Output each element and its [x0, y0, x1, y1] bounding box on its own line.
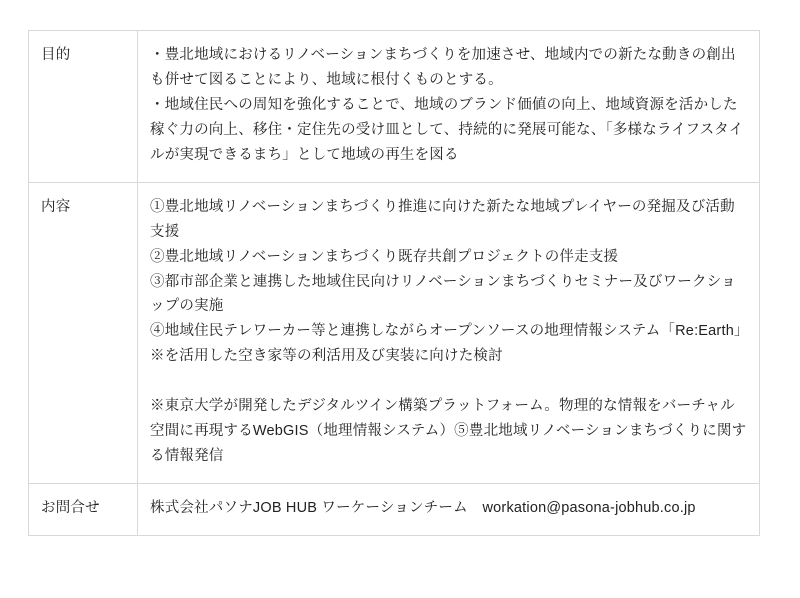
content-line: ④地域住民テレワーカー等と連携しながらオープンソースの地理情報システム「Re:Earth」※を活用した空き家等の利活用及び実装に向けた検討	[150, 323, 749, 365]
row-label-contact: お問合せ	[29, 484, 138, 536]
content-line: ①豊北地域リノベーションまちづくり推進に向けた新たな地域プレイヤーの発掘及び活動支援	[150, 198, 735, 240]
table-row	[29, 484, 760, 536]
content-line-blank	[150, 369, 749, 394]
content-line: ・豊北地域におけるリノベーションまちづくりを加速させ、地域内での新たな動きの創出も併せて図ることにより、地域に根付くものとする。	[150, 47, 736, 88]
content-line: 株式会社パソナJOB HUB ワーケーションチーム workation@pasona-jobhub.co.jp	[150, 500, 696, 516]
content-line: ③都市部企業と連携した地域住民向けリノベーションまちづくりセミナー及びワークショップの実施	[150, 273, 736, 315]
program-details-table	[28, 30, 760, 536]
row-label-content: 内容	[29, 182, 138, 483]
table-row	[29, 182, 760, 483]
row-label-purpose: 目的	[29, 31, 138, 183]
table-body	[29, 31, 760, 536]
row-content-purpose	[138, 31, 760, 183]
content-line: ②豊北地域リノベーションまちづくり既存共創プロジェクトの伴走支援	[150, 248, 619, 265]
content-line: ※東京大学が開発したデジタルツイン構築プラットフォーム。物理的な情報をバーチャル空間に再現するWebGIS（地理情報システム）⑤豊北地域リノベーションまちづくりに関する情報発信	[150, 398, 747, 465]
content-line: ・地域住民への周知を強化することで、地域のブランド価値の向上、地域資源を活かした稼ぐ力の向上、移住・定住先の受け皿として、持続的に発展可能な、「多様なライフスタイルが実現できるまち」として地域の再生を図る	[150, 96, 744, 163]
row-content-contact	[138, 484, 760, 536]
table-row	[29, 31, 760, 183]
row-content-content	[138, 182, 760, 483]
